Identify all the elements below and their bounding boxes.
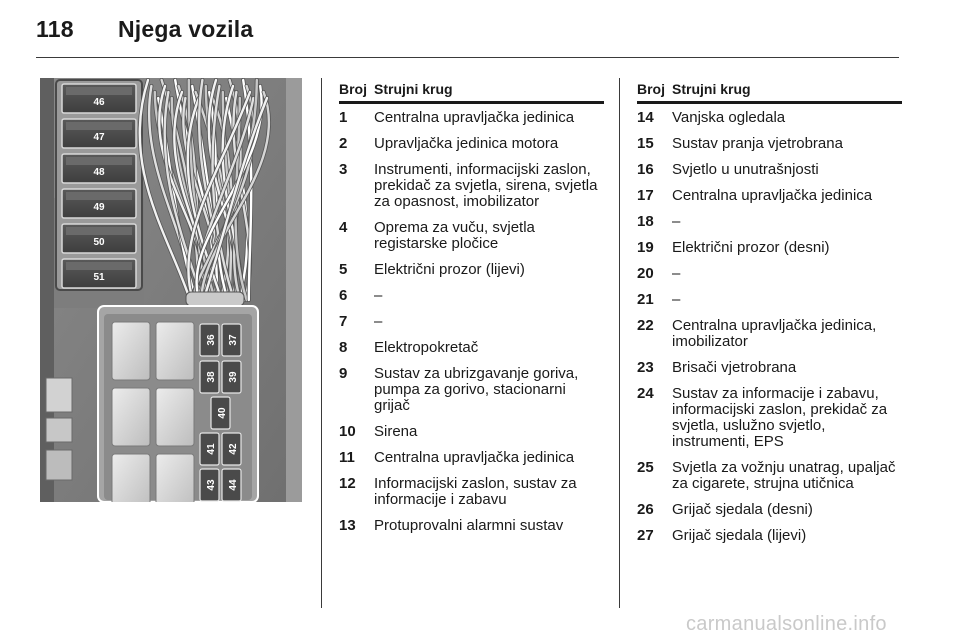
column-header-number: Broj	[637, 81, 665, 97]
small-fuse	[222, 433, 241, 465]
table-row	[637, 136, 902, 152]
table-row	[637, 386, 902, 450]
page-header	[36, 16, 253, 43]
fuse-number: 12	[339, 475, 356, 492]
fuse-number: 8	[339, 339, 348, 356]
small-fuse-label: 39	[228, 371, 239, 383]
circuit-description: Brisači vjetrobrana	[672, 359, 797, 376]
circuit-description: –	[672, 213, 681, 230]
small-fuse	[222, 361, 241, 393]
table-row	[637, 318, 902, 350]
fuse	[62, 189, 136, 218]
fuse	[62, 84, 136, 113]
circuit-description: Sustav za informacije i zabavu, informacijski zaslon, prekidač za svjetla, uslužno svjetlo, instrumenti, EPS	[672, 385, 888, 450]
circuit-description: Sustav za ubrizgavanje goriva, pumpa za gorivo, stacionarni grijač	[374, 365, 579, 414]
relay	[112, 454, 150, 502]
table-row	[637, 460, 902, 492]
page-number: 118	[36, 16, 74, 42]
fuse-label: 50	[93, 237, 105, 248]
fuse-table-right	[637, 80, 902, 554]
fuse-number: 27	[637, 527, 654, 544]
fuse-number: 6	[339, 287, 348, 304]
fuse-number: 9	[339, 365, 348, 382]
fuse-number: 16	[637, 161, 654, 178]
fuse-number: 18	[637, 213, 654, 230]
small-fuse-label: 41	[206, 443, 217, 455]
column-divider	[321, 78, 322, 608]
circuit-description: Električni prozor (lijevi)	[374, 261, 525, 278]
table-body	[637, 110, 902, 544]
fuse-number: 5	[339, 261, 348, 278]
fuse-number: 1	[339, 109, 348, 126]
column-header-number: Broj	[339, 81, 367, 97]
circuit-description: Svjetlo u unutrašnjosti	[672, 161, 819, 178]
circuit-description: Centralna upravljačka jedinica	[672, 187, 873, 204]
small-fuse	[211, 397, 230, 429]
fuse	[62, 224, 136, 253]
fuse-number: 19	[637, 239, 654, 256]
small-fuse-label: 38	[206, 371, 217, 383]
fuse-number: 17	[637, 187, 654, 204]
circuit-description: Električni prozor (desni)	[672, 239, 830, 256]
small-fuse-label: 36	[206, 334, 217, 346]
fuse-number: 2	[339, 135, 348, 152]
page-title: Njega vozila	[118, 16, 254, 42]
small-fuse	[200, 469, 219, 501]
table-row	[637, 162, 902, 178]
fuse-number: 24	[637, 385, 654, 402]
circuit-description: Grijač sjedala (lijevi)	[672, 527, 807, 544]
table-row	[637, 360, 902, 376]
small-fuse	[200, 433, 219, 465]
circuit-description: Upravljačka jedinica motora	[374, 135, 559, 152]
table-row	[637, 266, 902, 282]
watermark: carmanualsonline.info	[686, 613, 887, 635]
small-fuse	[222, 324, 241, 356]
fuse-box-figure	[40, 78, 302, 502]
circuit-description: –	[672, 291, 681, 308]
fuse-number: 22	[637, 317, 654, 334]
relay	[156, 388, 194, 446]
fuse-label: 51	[93, 272, 105, 283]
table-row	[637, 528, 902, 544]
column-header-circuit: Strujni krug	[374, 81, 453, 97]
column-divider	[619, 78, 620, 608]
small-fuse-label: 44	[228, 479, 239, 491]
fuse-number: 20	[637, 265, 654, 282]
small-fuse-label: 43	[206, 479, 217, 491]
circuit-description: Instrumenti, informacijski zaslon, prekidač za svjetla, sirena, svjetla za opasnost, imobilizator	[374, 161, 598, 210]
small-fuse	[222, 469, 241, 501]
relay	[156, 322, 194, 380]
circuit-description: –	[374, 313, 383, 330]
small-fuse-label: 42	[228, 443, 239, 455]
table-row	[339, 220, 604, 252]
circuit-description: –	[672, 265, 681, 282]
circuit-description: Elektropokretač	[374, 339, 479, 356]
small-fuse-label: 37	[228, 334, 239, 346]
table-row	[339, 424, 604, 440]
fuse-number: 13	[339, 517, 356, 534]
small-fuse	[200, 324, 219, 356]
circuit-description: Grijač sjedala (desni)	[672, 501, 813, 518]
fuse-number: 25	[637, 459, 654, 476]
table-row	[637, 188, 902, 204]
table-header	[637, 80, 902, 104]
circuit-description: Centralna upravljačka jedinica, imobilizator	[672, 317, 877, 350]
header-rule	[36, 57, 899, 58]
table-row	[339, 476, 604, 508]
relay	[112, 388, 150, 446]
relay	[112, 322, 150, 380]
fuse-number: 26	[637, 501, 654, 518]
fuse-box-illustration	[40, 78, 302, 502]
fuse-label: 48	[93, 167, 105, 178]
fuse-number: 7	[339, 313, 348, 330]
table-row	[339, 366, 604, 414]
table-row	[339, 262, 604, 278]
table-row	[339, 314, 604, 330]
fuse-number: 14	[637, 109, 654, 126]
fuse-number: 3	[339, 161, 348, 178]
table-row	[339, 110, 604, 126]
table-body	[339, 110, 604, 534]
table-row	[339, 136, 604, 152]
small-fuse-label: 40	[217, 407, 228, 419]
circuit-description: Sustav pranja vjetrobrana	[672, 135, 843, 152]
table-row	[637, 240, 902, 256]
fuse-number: 21	[637, 291, 654, 308]
circuit-description: Svjetla za vožnju unatrag, upaljač za cigarete, strujna utičnica	[672, 459, 896, 492]
table-row	[339, 340, 604, 356]
table-row	[637, 110, 902, 126]
fuse-number: 10	[339, 423, 356, 440]
fuse-label: 49	[93, 202, 105, 213]
fuse-number: 4	[339, 219, 348, 236]
table-row	[339, 518, 604, 534]
fuse	[62, 154, 136, 183]
fuse-number: 11	[339, 449, 355, 466]
circuit-description: Centralna upravljačka jedinica	[374, 449, 575, 466]
fuse-table-left	[339, 80, 604, 544]
table-row	[339, 450, 604, 466]
circuit-description: –	[374, 287, 383, 304]
circuit-description: Sirena	[374, 423, 418, 440]
fuse-label: 46	[93, 97, 105, 108]
column-header-circuit: Strujni krug	[672, 81, 751, 97]
fuse-number: 15	[637, 135, 654, 152]
circuit-description: Informacijski zaslon, sustav za informacije i zabavu	[374, 475, 577, 508]
fuse-label: 47	[93, 132, 105, 143]
table-row	[339, 288, 604, 304]
circuit-description: Oprema za vuču, svjetla registarske pločice	[374, 219, 535, 252]
fuse-number: 23	[637, 359, 654, 376]
fuse	[62, 259, 136, 288]
fuse	[62, 119, 136, 148]
small-fuse	[200, 361, 219, 393]
table-header	[339, 80, 604, 104]
table-row	[637, 502, 902, 518]
relay	[156, 454, 194, 502]
table-row	[637, 214, 902, 230]
circuit-description: Vanjska ogledala	[672, 109, 786, 126]
table-row	[339, 162, 604, 210]
circuit-description: Centralna upravljačka jedinica	[374, 109, 575, 126]
circuit-description: Protuprovalni alarmni sustav	[374, 517, 564, 534]
table-row	[637, 292, 902, 308]
